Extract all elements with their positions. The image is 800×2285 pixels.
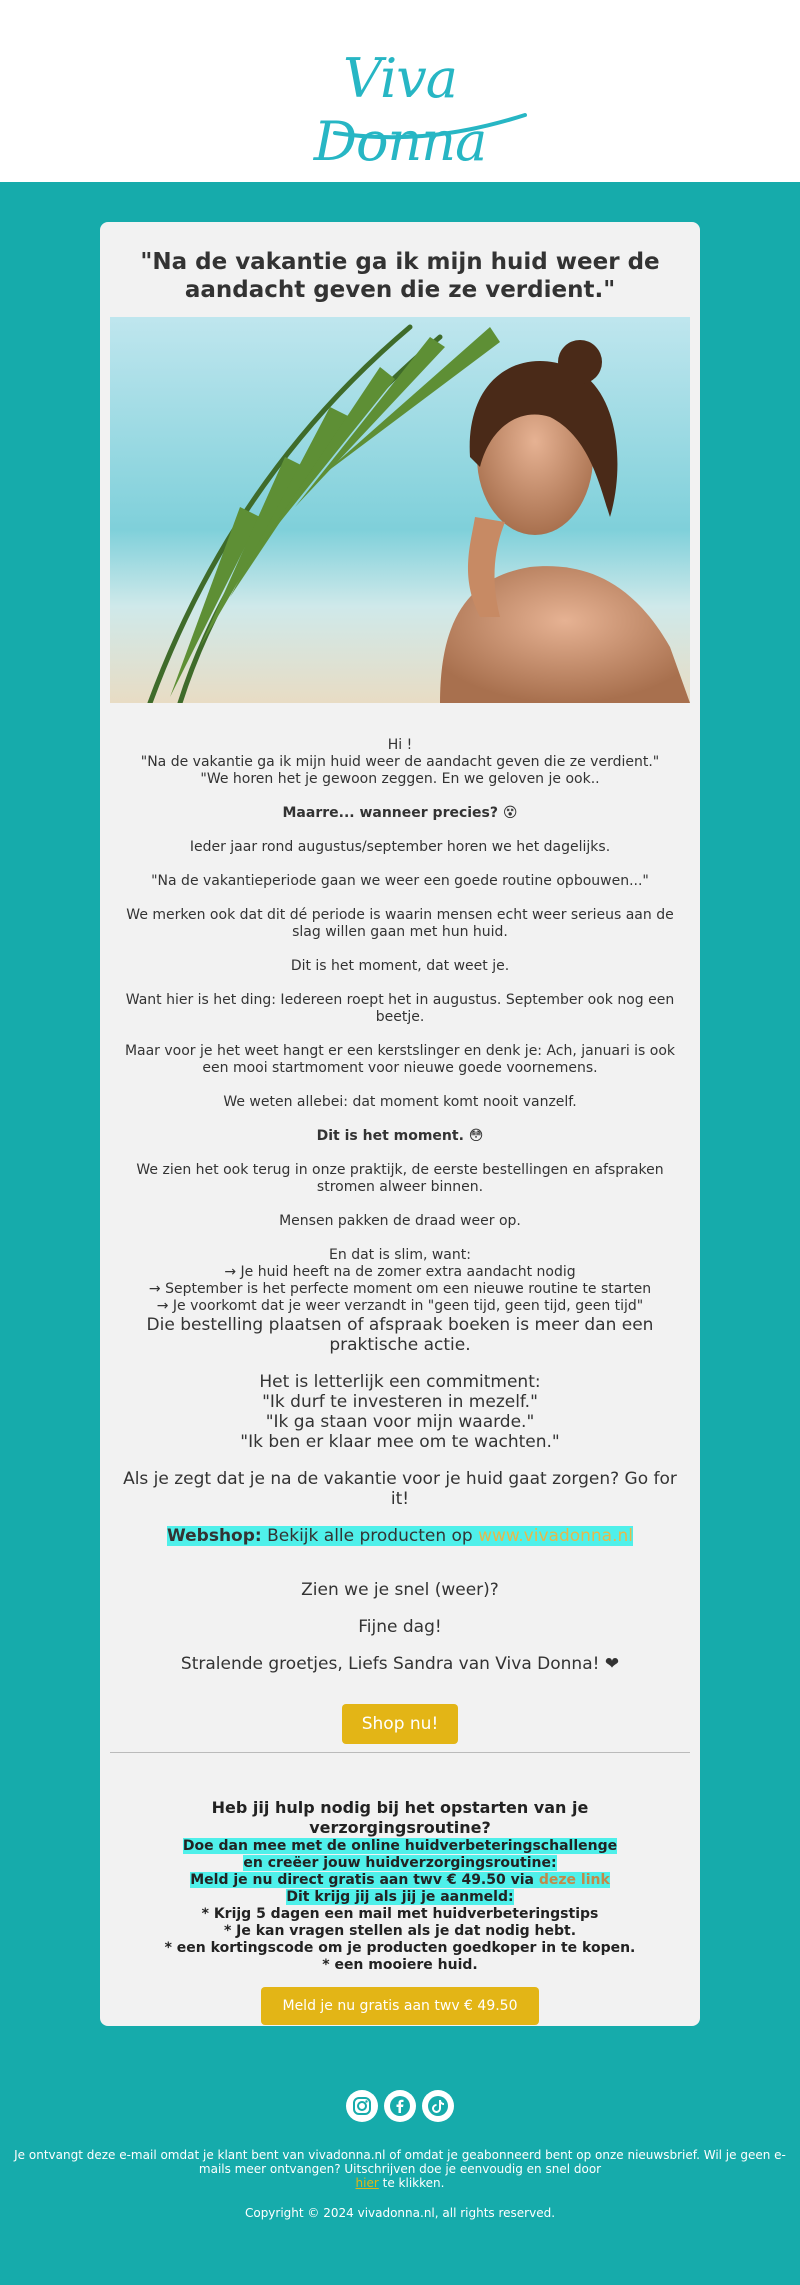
challenge-section [120,1798,680,2025]
challenge-link[interactable]: deze link [538,1872,610,1888]
list-item: → September is het perfecte moment om een nieuwe routine te starten [148,1281,652,1297]
body-text: Mensen pakken de draad weer op. [279,1213,521,1229]
body-text: We merken ook dat dit dé periode is waarin mensen echt weer serieus aan de slag willen gaan met hun huid. [126,907,674,940]
body-text: Die bestelling plaatsen of afspraak boeken is meer dan een praktische actie. [146,1315,654,1355]
tiktok-icon[interactable] [422,2090,454,2122]
body-text: "Ik durf te investeren in mezelf." [262,1392,538,1412]
challenge-line: en creëer jouw huidverzorgingsroutine: [243,1855,557,1871]
list-item: → Je huid heeft na de zomer extra aandacht nodig [224,1264,576,1280]
list-item: * een kortingscode om je producten goedkoper in te kopen. [164,1940,636,1956]
body-text: "We horen het je gewoon zeggen. En we geloven je ook.. [200,771,600,787]
challenge-title: Heb jij hulp nodig bij het opstarten van je verzorgingsroutine? [211,1798,589,1837]
unsubscribe-text [0,2148,800,2190]
body-text: Als je zegt dat je na de vakantie voor je huid gaat zorgen? Go for it! [123,1469,677,1509]
list-item: * Je kan vragen stellen als je dat nodig hebt. [223,1923,577,1939]
signature: Stralende groetjes, Liefs Sandra van Viva Donna! ❤ [180,1654,620,1674]
hero-image [110,317,690,703]
logo-text: Viva Donna [313,47,487,173]
body-text: Ieder jaar rond augustus/september horen we het dagelijks. [189,839,611,855]
page-title: "Na de vakantie ga ik mijn huid weer de aandacht geven die ze verdient." [140,249,660,303]
shop-now-button[interactable]: Shop nu! [342,1704,459,1744]
list-item: * een mooiere huid. [322,1957,478,1973]
footer-text: Je ontvangt deze e-mail omdat je klant bent van vivadonna.nl of omdat je geabonneerd bent op onze nieuwsbrief. Wil je geen e-mails meer ontvangen? Uitschrijven doe je eenvoudig en snel door [14,2148,786,2176]
facebook-icon[interactable] [384,2090,416,2122]
footer-text: te klikken. [382,2176,445,2190]
signup-button[interactable]: Meld je nu gratis aan twv € 49.50 [261,1987,538,2025]
body-text: Dit is het moment, dat weet je. [290,958,510,974]
body-text: Maar voor je het weet hangt er een kerstslinger en denk je: Ach, januari is ook een mooi startmoment voor nieuwe goede voornemens. [124,1043,676,1076]
webshop-label: Webshop: [166,1526,262,1546]
body-text: We weten allebei: dat moment komt nooit vanzelf. [223,1094,577,1110]
instagram-icon[interactable] [346,2090,378,2122]
body-text: "Na de vakantieperiode gaan we weer een goede routine opbouwen..." [151,873,649,889]
body-text: Dit is het moment. 😳 [316,1128,484,1144]
body-text: We zien het ook terug in onze praktijk, de eerste bestellingen en afspraken stromen alweer binnen. [136,1162,664,1195]
social-links [0,2090,800,2122]
body-text: "Ik ben er klaar mee om te wachten." [240,1432,560,1452]
email-header [0,0,800,182]
list-item: * Krijg 5 dagen een mail met huidverbeteringstips [201,1906,599,1922]
challenge-line: Dit krijg jij als jij je aanmeld: [286,1889,514,1905]
challenge-line: Meld je nu direct gratis aan twv € 49.50 via [190,1872,534,1888]
divider [110,1752,690,1753]
copyright: Copyright © 2024 vivadonna.nl, all rights reserved. [244,2206,556,2220]
email-body [120,737,680,1744]
webshop-line [120,1526,680,1546]
body-text: Zien we je snel (weer)? [301,1580,499,1600]
body-text: En dat is slim, want: [329,1247,471,1263]
body-text: Het is letterlijk een commitment: [259,1372,541,1392]
body-text: Maarre... wanneer precies? 😵 [282,805,518,821]
body-text: Fijne dag! [358,1617,442,1637]
email-card [100,222,700,2026]
body-text: "Ik ga staan voor mijn waarde." [265,1412,535,1432]
webshop-text: Bekijk alle producten op [267,1526,473,1546]
greeting: Hi ! [387,737,413,753]
challenge-line: Doe dan mee met de online huidverbeteringschallenge [182,1838,618,1854]
webshop-link[interactable]: www.vivadonna.nl [478,1526,634,1546]
viva-donna-logo[interactable] [260,41,540,173]
logo-swoosh [330,111,530,141]
email-footer [0,2090,800,2220]
body-text: "Na de vakantie ga ik mijn huid weer de aandacht geven die ze verdient." [140,754,660,770]
unsubscribe-link[interactable]: hier [355,2176,379,2190]
list-item: → Je voorkomt dat je weer verzandt in "geen tijd, geen tijd, geen tijd" [156,1298,644,1314]
body-text: Want hier is het ding: Iedereen roept het in augustus. September ook nog een beetje. [125,992,675,1025]
